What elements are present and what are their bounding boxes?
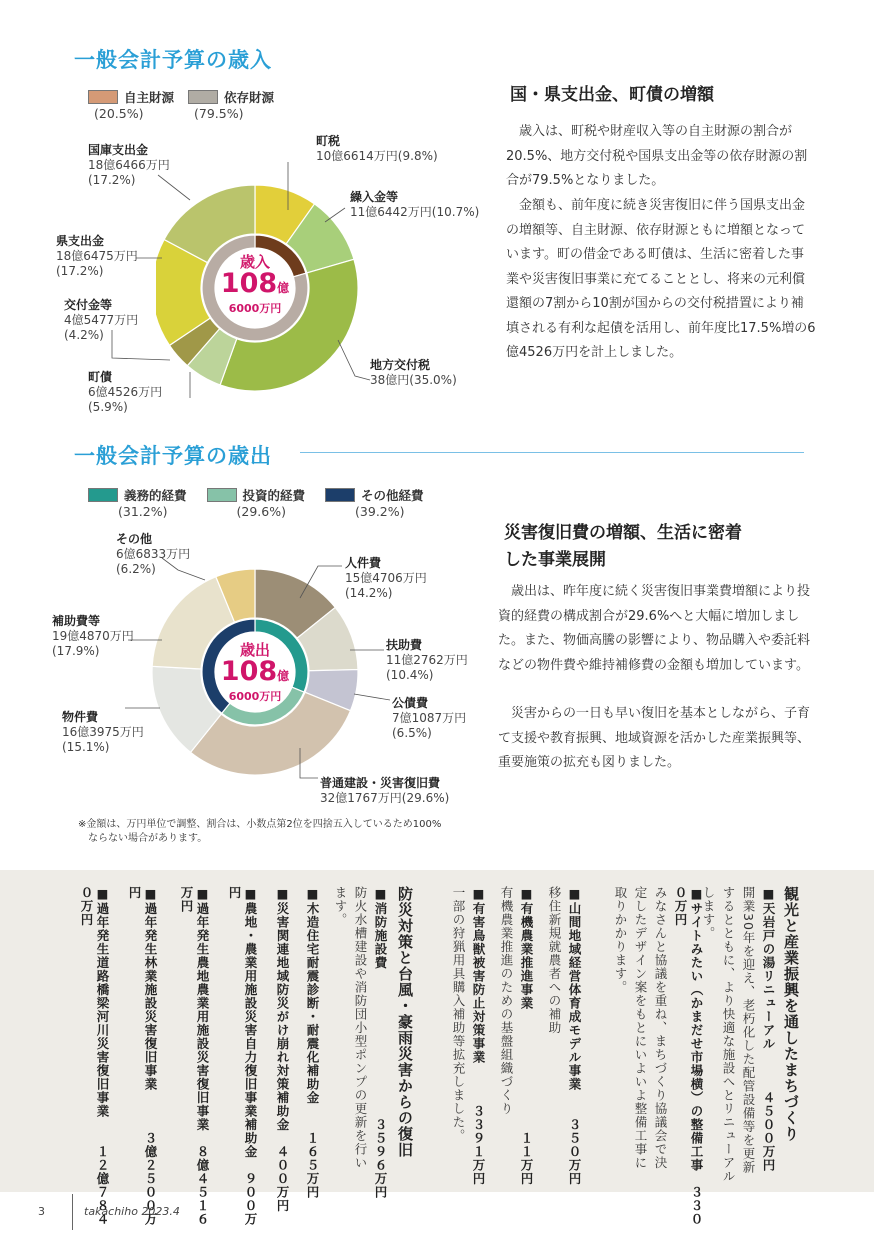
label-name: 県支出金 <box>56 234 105 248</box>
expenditure-title: 一般会計予算の歳出 <box>74 444 272 468</box>
label-amount: 11億6442万円(10.7%) <box>350 205 480 219</box>
article2-heading-line-1: 災害復旧費の増額、生活に密着 <box>504 523 742 543</box>
vertical-item: ■過年発生道路橋梁河川災害復旧事業 １２億７８４０万円 <box>79 886 110 1226</box>
label-name: 扶助費 <box>386 638 423 652</box>
center-unit: 億 <box>277 669 290 683</box>
label-name: 交付金等 <box>64 298 113 312</box>
center-unit: 億 <box>277 281 290 295</box>
exp-label-subsidies <box>52 614 134 659</box>
label-amount: 18億6475万円 <box>56 249 138 263</box>
legend-label: 投資的経費 <box>242 488 306 503</box>
legend-pct: (20.5%) <box>94 106 144 121</box>
article2-paragraph-2: 災害からの一日も早い復旧を基本としながら、子育て支援や教育振興、地域資源を活かした産業振興等、重要施策の拡充も図りました。 <box>498 706 811 770</box>
label-pct: (14.2%) <box>345 586 393 600</box>
vertical-text: みなさんと協議を重ね、まちづくり協議会で決 <box>653 886 668 1170</box>
label-name: 国庫支出金 <box>88 143 149 157</box>
article1-paragraph-1: 歳入は、町税や財産収入等の自主財源の割合が20.5%、地方交付税や国県支出金等の依存財源の割合が79.5%となりました。 <box>506 124 808 188</box>
label-pct: (15.1%) <box>62 740 110 754</box>
label-name: 地方交付税 <box>370 358 431 372</box>
publication-name: takachiho 2023.4 <box>84 1205 180 1218</box>
label-amount: 4億5477万円 <box>64 313 139 327</box>
center-number: 108 <box>220 656 278 687</box>
label-amount: 18億6466万円 <box>88 158 170 172</box>
label-name: 繰入金等 <box>350 190 399 204</box>
legend-label: 依存財源 <box>224 90 275 105</box>
label-amount: 6億6833万円 <box>116 547 191 561</box>
footnote-line-1: ※金額は、万円単位で調整、割合は、小数点第2位を四捨五入しているため100% <box>78 819 442 830</box>
label-pct: (17.2%) <box>88 173 136 187</box>
label-name: 物件費 <box>62 710 99 724</box>
article2-heading-line-2: した事業展開 <box>504 550 606 570</box>
label-name: 町債 <box>88 370 113 384</box>
exp-label-personnel <box>345 556 427 601</box>
vertical-item: ■過年発生農地農業用施設災害復旧事業 ８億４５１６万円 <box>179 886 210 1226</box>
legend-pct: (31.2%) <box>118 504 168 519</box>
exp-label-welfare <box>386 638 468 683</box>
vertical-item: ■消防施設費 ３５９６万円 <box>373 886 388 1199</box>
exp-label-debt <box>392 696 466 741</box>
label-amount: 16億3975万円 <box>62 725 144 739</box>
vertical-item: ■山間地域経営体育成モデル事業 ３５０万円 <box>567 886 582 1186</box>
article1-paragraph-2: 金額も、前年度に続き災害復旧に伴う国県支出金の増額等、自主財源、依存財源ともに増額となっています。町の借金である町債は、生活に密着した事業や災害復旧事業に充てることとし、将来の元利償還額の7割から10割が国からの交付税措置により補填される有利な起債を活用し、前年度比17.5%増の6億4526万円を計上しました。 <box>506 198 816 360</box>
center-title: 歳入 <box>239 253 270 271</box>
label-amount: 19億4870万円 <box>52 629 134 643</box>
footnote-line-2: ならない場合があります。 <box>88 833 208 844</box>
vertical-item: ■サイトみたい（かまだせ市場横）の整備工事 ３３００万円 <box>673 886 704 1226</box>
exp-label-other <box>116 532 190 577</box>
article2-paragraph-1: 歳出は、昨年度に続く災害復旧事業費増額により投資的経費の構成割合が29.6%へと大幅に増加しました。また、物価高騰の影響により、物品購入や委託料などの物件費や維持補修費の金額も増加しています。 <box>498 584 811 673</box>
page-number: 3 <box>38 1205 45 1218</box>
vertical-text: 取りかかります。 <box>613 886 628 994</box>
article2-heading <box>504 520 824 574</box>
vertical-item: ■災害関連地域防災がけ崩れ対策補助金 ４００万円 <box>275 886 290 1213</box>
footer-divider <box>72 1194 73 1230</box>
legend-pct: (79.5%) <box>194 106 244 121</box>
label-pct: (6.2%) <box>116 562 156 576</box>
vertical-text: ます。 <box>333 886 348 927</box>
label-amount: 6億4526万円 <box>88 385 163 399</box>
leader-line <box>300 566 342 598</box>
center-sub: 6000万円 <box>228 690 282 703</box>
label-name: 人件費 <box>345 556 382 570</box>
vertical-text: 一部の狩猟用具購入補助等拡充しました。 <box>451 886 466 1143</box>
label-pct: (5.9%) <box>88 400 128 414</box>
label-pct: (17.2%) <box>56 264 104 278</box>
vertical-text: するとともに、より快適な施設へとリニューアル <box>721 886 736 1183</box>
label-name: 町税 <box>316 134 341 148</box>
label-name: その他 <box>116 532 153 546</box>
leader-line <box>354 694 390 700</box>
label-amount: 11億2762万円 <box>386 653 468 667</box>
label-pct: (10.4%) <box>386 668 434 682</box>
label-pct: (17.9%) <box>52 644 100 658</box>
label-pct: (4.2%) <box>64 328 104 342</box>
vertical-heading-tourism: 観光と産業振興を通したまちづくり <box>782 886 800 1142</box>
label-name: 公債費 <box>392 696 429 710</box>
vertical-text: 防火水槽建設や消防団小型ポンプの更新を行い <box>353 886 368 1170</box>
center-title: 歳出 <box>239 641 270 659</box>
vertical-item: ■木造住宅耐震診断・耐震化補助金 １６５万円 <box>305 886 320 1199</box>
revenue-title: 一般会計予算の歳入 <box>74 48 272 72</box>
vertical-item: ■有機農業推進事業 １１万円 <box>519 886 534 1186</box>
vertical-heading-disaster: 防災対策と台風・豪雨災害からの復旧 <box>396 886 414 1158</box>
label-pct: (6.5%) <box>392 726 432 740</box>
article1-heading: 国・県支出金、町債の増額 <box>510 85 714 105</box>
legend-label: その他経費 <box>361 488 424 503</box>
vertical-text: 定したデザイン案をもとにいよいよ整備工事に <box>633 886 648 1170</box>
vertical-text: 移住新規就農者への補助 <box>547 886 562 1035</box>
label-amount: 7億1087万円 <box>392 711 467 725</box>
legend-pct: (39.2%) <box>355 504 405 519</box>
vertical-item: ■有害鳥獣被害防止対策事業 ３３９１万円 <box>471 886 486 1186</box>
center-number: 108 <box>220 268 278 299</box>
vertical-item: ■天岩戸の湯リニューアル ４５００万円 <box>761 886 776 1172</box>
exp-label-goods <box>62 710 144 755</box>
vertical-text: 開業30年を迎え、老朽化した配管設備等を更新 <box>741 886 756 1174</box>
label-amount: 38億円(35.0%) <box>370 373 457 387</box>
exp-label-construction <box>320 776 449 806</box>
vertical-item: ■農地・農業用施設災害自力復旧事業補助金 ９００万円 <box>227 886 258 1226</box>
vertical-item: ■過年発生林業施設災害復旧事業 ３億２５００万円 <box>127 886 158 1226</box>
label-name: 補助費等 <box>52 614 101 628</box>
legend-label: 自主財源 <box>124 90 175 105</box>
label-amount: 10億6614万円(9.8%) <box>316 149 438 163</box>
label-name: 普通建設・災害復旧費 <box>320 776 441 790</box>
legend-pct: (29.6%) <box>236 504 286 519</box>
leader-line <box>300 748 318 778</box>
vertical-text: します。 <box>701 886 716 940</box>
legend-label: 義務的経費 <box>124 488 187 503</box>
label-amount: 32億1767万円(29.6%) <box>320 791 450 805</box>
center-sub: 6000万円 <box>228 302 282 315</box>
vertical-text: 有機農業推進のための基盤組織づくり <box>499 886 514 1116</box>
label-amount: 15億4706万円 <box>345 571 427 585</box>
